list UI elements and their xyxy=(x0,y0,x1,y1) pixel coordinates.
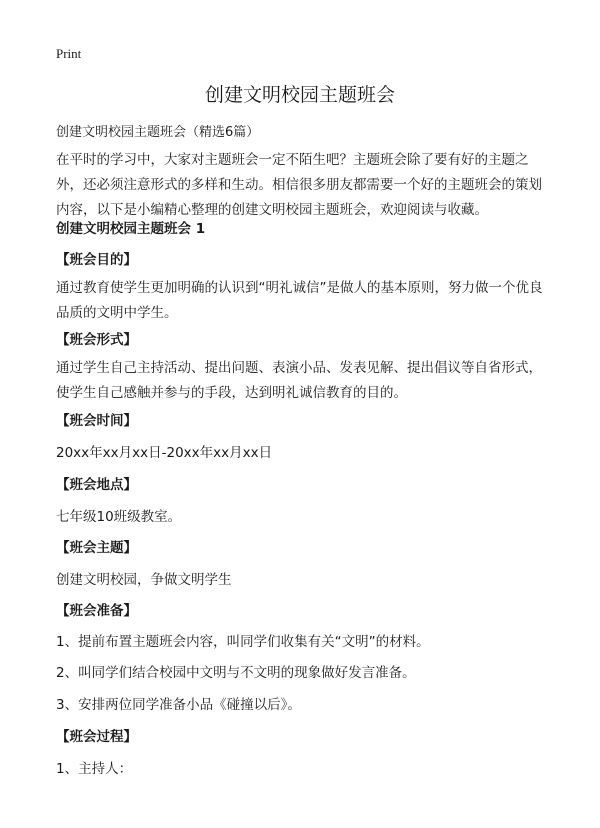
article-heading: 创建文明校园主题班会 1 xyxy=(56,221,206,237)
page-title: 创建文明校园主题班会 xyxy=(204,84,395,106)
list-item: 1、提前布置主题班会内容，叫同学们收集有关“文明”的材料。 xyxy=(56,634,430,650)
purpose-text: 通过教育使学生更加明确的认识到“明礼诚信”是做人的基本原则，努力做一个优良品质的文明中学生。 xyxy=(56,280,543,321)
list-item: 1、主持人： xyxy=(56,761,133,777)
list-item: 3、安排两位同学准备小品《碰撞以后》。 xyxy=(56,697,301,713)
theme-text: 创建文明校园，争做文明学生 xyxy=(56,572,232,588)
print-link[interactable]: Print xyxy=(56,46,82,61)
form-text: 通过学生自己主持活动、提出问题、表演小品、发表见解、提出倡议等自省形式，使学生自己感触并参与的手段，达到明礼诚信教育的目的。 xyxy=(56,360,542,401)
section-title-theme: 【班会主题】 xyxy=(56,540,137,556)
time-text: 20xx年xx月xx日-20xx年xx月xx日 xyxy=(56,445,273,461)
subtitle: 创建文明校园主题班会（精选6篇） xyxy=(56,125,260,140)
intro-paragraph: 在平时的学习中，大家对主题班会一定不陌生吧？主题班会除了要有好的主题之外，还必须注意形式的多样和生动。相信很多朋友都需要一个好的主题班会的策划内容，以下是小编精心整理的创建文明校园主题班会，欢迎阅读与收藏。 xyxy=(56,152,542,218)
place-text: 七年级10班级教室。 xyxy=(56,509,182,525)
section-title-form: 【班会形式】 xyxy=(56,332,137,348)
list-item: 2、叫同学们结合校园中文明与不文明的现象做好发言准备。 xyxy=(56,665,416,681)
section-title-place: 【班会地点】 xyxy=(56,477,137,493)
section-title-preparation: 【班会准备】 xyxy=(56,603,137,619)
section-title-time: 【班会时间】 xyxy=(56,413,137,429)
section-title-process: 【班会过程】 xyxy=(56,729,137,745)
section-title-purpose: 【班会目的】 xyxy=(56,252,137,268)
